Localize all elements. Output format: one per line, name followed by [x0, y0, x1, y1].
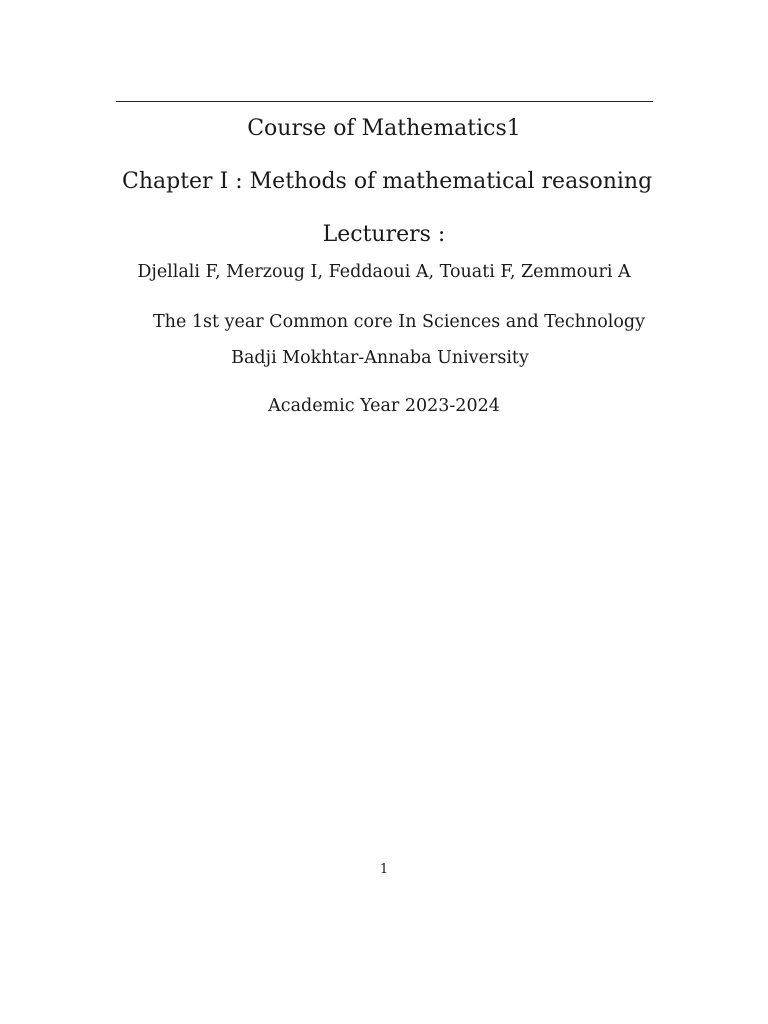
lecturers-heading: Lecturers : — [322, 222, 446, 247]
lecturers-names: Djellali F, Merzoug I, Feddaoui A, Touati F, Zemmouri A — [137, 262, 631, 282]
chapter-title: Chapter I : Methods of mathematical reasoning — [122, 169, 653, 194]
program-line: The 1st year Common core In Sciences and Technology — [153, 312, 645, 332]
university-line: Badji Mokhtar-Annaba University — [231, 348, 529, 368]
header-rule — [116, 101, 653, 102]
course-title: Course of Mathematics1 — [247, 116, 521, 141]
page-number: 1 — [379, 862, 389, 877]
academic-year: Academic Year 2023-2024 — [268, 396, 500, 416]
